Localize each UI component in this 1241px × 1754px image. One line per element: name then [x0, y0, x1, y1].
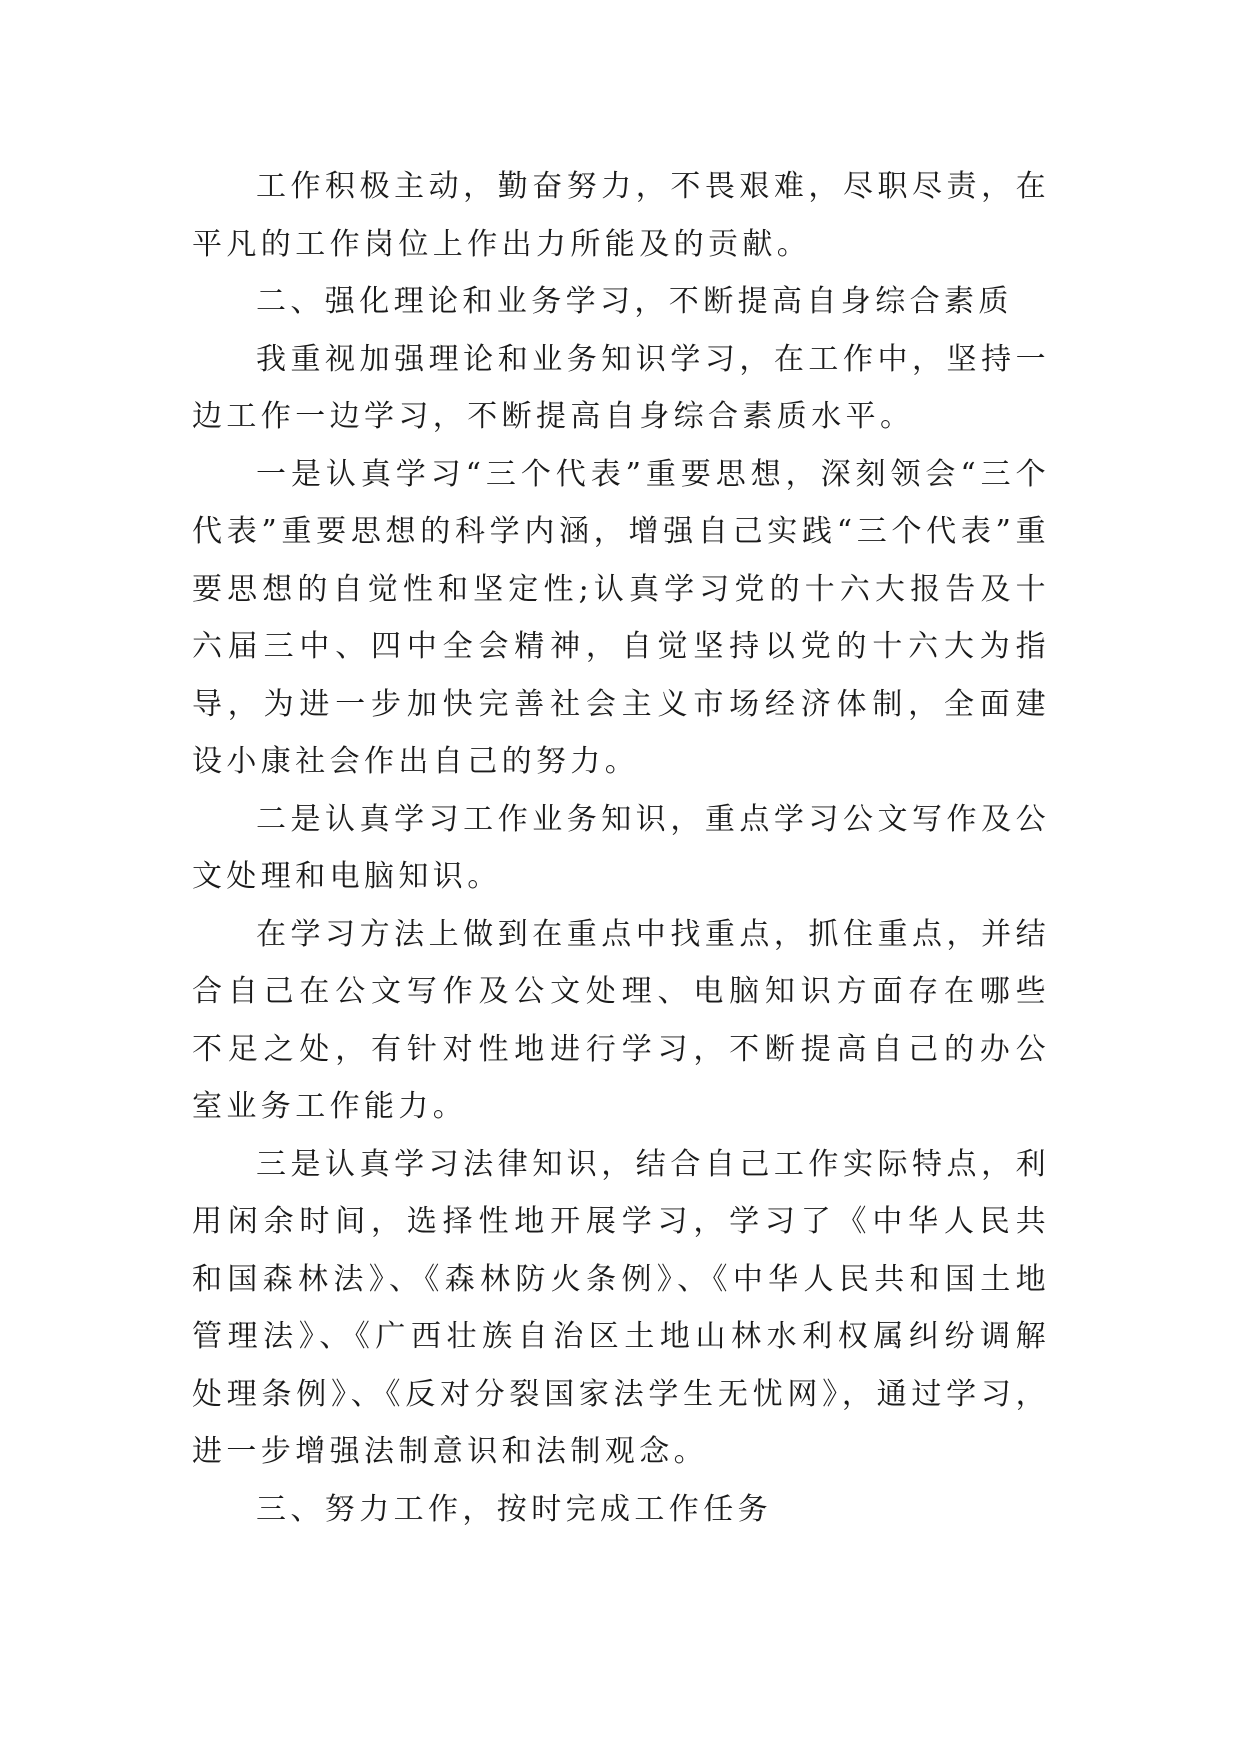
paragraph-study-method: 在学习方法上做到在重点中找重点，抓住重点，并结合自己在公文写作及公文处理、电脑知识方面存在哪些不足之处，有针对性地进行学习，不断提高自己的办公室业务工作能力。 [192, 916, 1050, 1124]
paragraph-point-three: 三是认真学习法律知识，结合自己工作实际特点，利用闲余时间，选择性地开展学习，学习了《中华人民共和国森林法》、《森林防火条例》、《中华人民共和国土地管理法》、《广西壮族自治区土地山林水利权属纠纷调解处理条例》、《反对分裂国家法学生无忧网》，通过学习，进一步增强法制意识和法制观念。 [192, 1146, 1050, 1469]
paragraph-diligence: 工作积极主动，勤奋努力，不畏艰难，尽职尽责，在平凡的工作岗位上作出力所能及的贡献。 [192, 169, 1050, 262]
section-heading-3: 三、努力工作，按时完成工作任务 [256, 1491, 772, 1527]
paragraph-study-intro: 我重视加强理论和业务知识学习，在工作中，坚持一边工作一边学习，不断提高自身综合素质水平。 [192, 341, 1050, 434]
section-heading-2: 二、强化理论和业务学习，不断提高自身综合素质 [256, 284, 1013, 319]
paragraph-point-one: 一是认真学习“三个代表”重要思想，深刻领会“三个代表”重要思想的科学内涵，增强自己实践“三个代表”重要思想的自觉性和坚定性;认真学习党的十六大报告及十六届三中、四中全会精神，自觉坚持以党的十六大为指导，为进一步加快完善社会主义市场经济体制，全面建设小康社会作出自己的努力。 [192, 456, 1050, 779]
paragraph-point-two: 二是认真学习工作业务知识，重点学习公文写作及公文处理和电脑知识。 [192, 801, 1050, 894]
document-body [192, 158, 1050, 1538]
